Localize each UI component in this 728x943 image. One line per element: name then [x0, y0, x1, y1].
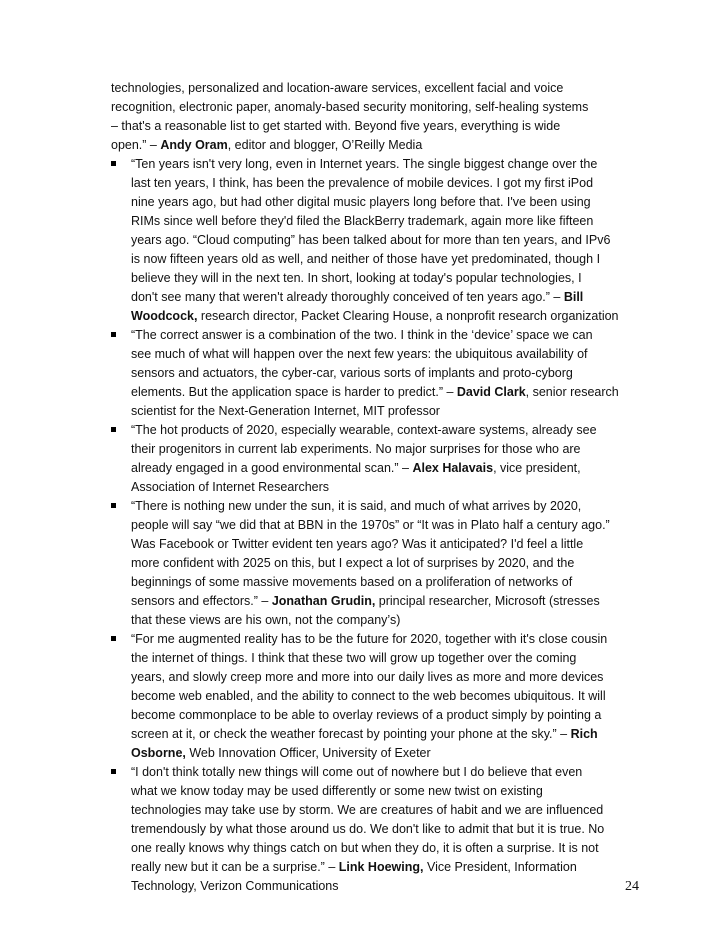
text-line: “The correct answer is a combination of the two. I think in the ‘device’ space we can [131, 328, 593, 342]
bullet-marker [111, 769, 116, 774]
text-line: technologies may take use by storm. We are creatures of habit and we are influenced [131, 803, 604, 817]
text-line: Technology, Verizon Communications [131, 879, 339, 893]
text-line: “I don't think totally new things will come out of nowhere but I do believe that even [131, 765, 583, 779]
author-name: Osborne, [131, 746, 186, 760]
text-line: what we know today may be used differently or some new twist on existing [131, 784, 543, 798]
text-line: years ago. “Cloud computing” has been talked about for more than ten years, and IPv6 [131, 233, 611, 247]
text-line: already engaged in a good environmental scan.” – Alex Halavais, vice president, [131, 461, 581, 475]
text-line: Association of Internet Researchers [131, 480, 330, 494]
intro-continuation [111, 79, 641, 155]
quote-item [111, 497, 641, 630]
text-line: tremendously by what those around us do. We don't like to admit that but it is true. No [131, 822, 605, 836]
text-line: RIMs since well before they'd filed the BlackBerry trademark, again more like fifteen [131, 214, 594, 228]
quote-item [111, 421, 641, 497]
text-line: is now fifteen years old as well, and neither of those have yet predominated, though I [131, 252, 601, 266]
text-line: recognition, electronic paper, anomaly-based security monitoring, self-healing systems [111, 100, 589, 114]
text-line: see much of what will happen over the next few years: the ubiquitous availability of [131, 347, 588, 361]
bullet-marker [111, 636, 116, 641]
text-line: one really knows why things catch on but when they do, it is often a surprise. It is not [131, 841, 599, 855]
text-line: elements. But the application space is harder to predict.” – David Clark, senior research [131, 385, 619, 399]
author-name: Link Hoewing, [338, 860, 424, 874]
author-name: David Clark [456, 385, 526, 399]
author-name: Jonathan Grudin, [271, 594, 376, 608]
text-line: become commonplace to be able to overlay reviews of a product simply by pointing a [131, 708, 602, 722]
text-line: beginnings of some massive movements based on a proliferation of networks of [131, 575, 573, 589]
text-line: really new but it can be a surprise.” – Link Hoewing, Vice President, Information [131, 860, 577, 874]
author-name: Rich [570, 727, 598, 741]
text-line: their progenitors in current lab experiments. No major surprises for those who are [131, 442, 581, 456]
text-line: nine years ago, but had other digital music players long before that. I've been using [131, 195, 591, 209]
text-line: open.” – Andy Oram, editor and blogger, O’Reilly Media [111, 138, 423, 152]
bullet-marker [111, 427, 116, 432]
author-name: Woodcock, [131, 309, 198, 323]
quote-item [111, 326, 641, 421]
text-line: the internet of things. I think that these two will grow up together over the coming [131, 651, 577, 665]
bullet-marker [111, 503, 116, 508]
text-line: “The hot products of 2020, especially wearable, context-aware systems, already see [131, 423, 597, 437]
text-line: Was Facebook or Twitter evident ten years ago? Was it anticipated? I'd feel a little [131, 537, 584, 551]
text-line: sensors and effectors.” – Jonathan Grudin, principal researcher, Microsoft (stresses [131, 594, 600, 608]
text-line: “Ten years isn't very long, even in Internet years. The single biggest change over the [131, 157, 598, 171]
bullet-marker [111, 332, 116, 337]
text-line: – that's a reasonable list to get started with. Beyond five years, everything is wide [111, 119, 561, 133]
quote-item [111, 630, 641, 763]
text-line: believe they will in the next ten. In short, looking at today's popular technologies, I [131, 271, 582, 285]
author-name: Andy Oram [160, 138, 228, 152]
text-line: “There is nothing new under the sun, it is said, and much of what arrives by 2020, [131, 499, 582, 513]
text-line: Woodcock, research director, Packet Clearing House, a nonprofit research organization [131, 309, 619, 323]
text-line: years, and slowly creep more and more into our daily lives as more and more devices [131, 670, 604, 684]
text-line: Osborne, Web Innovation Officer, University of Exeter [131, 746, 431, 760]
page-number: 24 [625, 879, 639, 894]
text-line: scientist for the Next-Generation Internet, MIT professor [131, 404, 440, 418]
text-line: screen at it, or check the weather forecast by pointing your phone at the sky.” – Rich [131, 727, 598, 741]
quote-item [111, 155, 641, 326]
bullet-marker [111, 161, 116, 166]
text-line: sensors and actuators, the cyber-car, various sorts of implants and proto-cyborg [131, 366, 573, 380]
text-line: that these views are his own, not the company’s) [131, 613, 401, 627]
author-name: Alex Halavais [412, 461, 494, 475]
text-line: more confident with 2025 on this, but I expect a lot of surprises by 2020, and the [131, 556, 575, 570]
text-line: last ten years, I think, has been the prevalence of mobile devices. I got my first iPod [131, 176, 594, 190]
quotes-content [111, 79, 641, 896]
quote-item [111, 763, 641, 896]
text-line: “For me augmented reality has to be the future for 2020, together with it's close cousin [131, 632, 608, 646]
text-line: become web enabled, and the ability to connect to the web becomes ubiquitous. It will [131, 689, 606, 703]
author-name: Bill [563, 290, 584, 304]
text-line: people will say “we did that at BBN in the 1970s” or “It was in Plato half a century ago.” [131, 518, 610, 532]
text-line: don't see many that weren't already thoroughly conceived of ten years ago.” – Bill [131, 290, 584, 304]
text-line: technologies, personalized and location-aware services, excellent facial and voice [111, 81, 564, 95]
